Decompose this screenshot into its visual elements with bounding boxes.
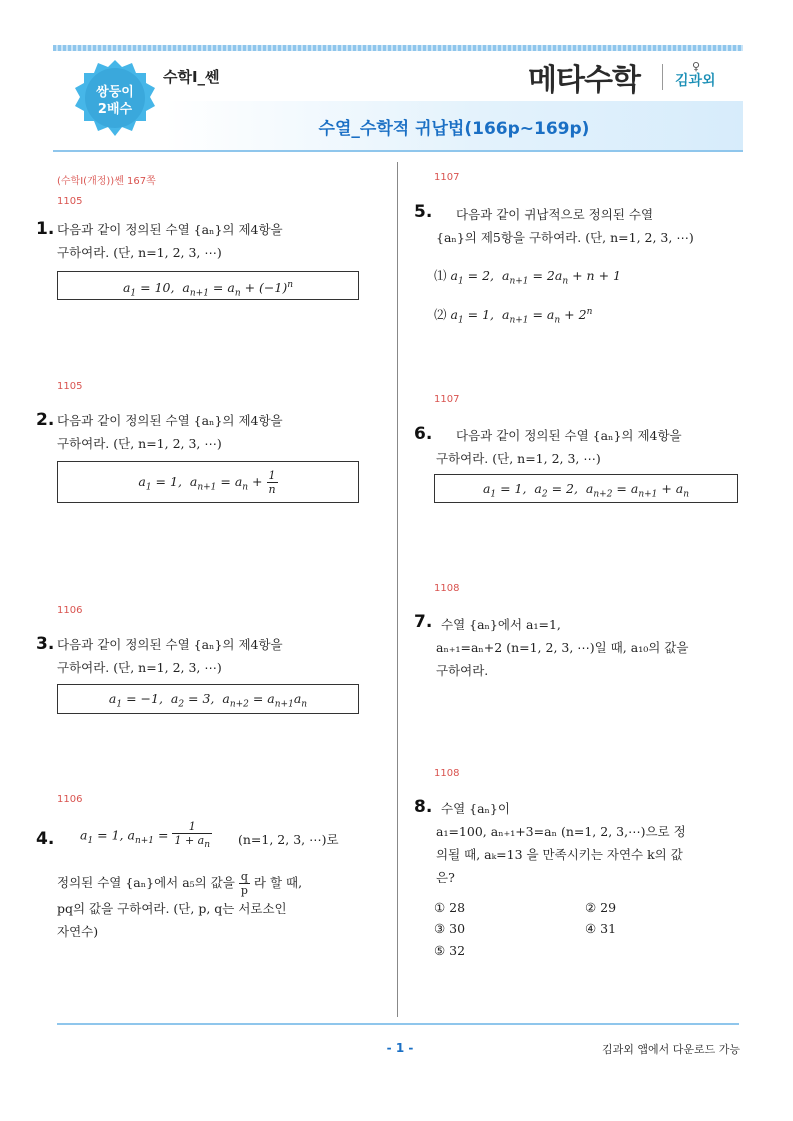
q1-number: 1. xyxy=(36,219,55,239)
q7-number: 7. xyxy=(414,612,433,632)
q1-code: 1105 xyxy=(57,196,83,207)
q4-number: 4. xyxy=(36,829,55,849)
q4-line-2: pq의 값을 구하여라. (단, p, q는 서로소인 xyxy=(57,901,287,916)
q8-choice-1: ① 28 xyxy=(434,900,466,915)
subject-label: 수학Ⅰ_쎈 xyxy=(163,68,220,86)
q4-line-3: 자연수) xyxy=(57,924,99,939)
badge-line-1: 쌍둥이 xyxy=(96,85,134,100)
q8-number: 8. xyxy=(414,797,433,817)
footer-divider xyxy=(57,1023,739,1025)
person-icon: ♀ xyxy=(692,60,701,73)
q5-item-1: ⑴ $a_1 = 2$, $a_{n+1} = 2a_n + n + 1$ xyxy=(434,268,621,287)
q6-text xyxy=(436,424,741,470)
q5-code: 1107 xyxy=(434,172,460,183)
q8-line-2: a₁=100, aₙ₊₁+3=aₙ (n=1, 2, 3,⋯)으로 정 xyxy=(436,824,686,839)
source-note: (수학Ⅰ(개정))쎈 167쪽 xyxy=(57,176,156,187)
download-note: 김과외 앱에서 다운로드 가능 xyxy=(601,1043,740,1056)
badge-label xyxy=(73,84,157,118)
q5-item-2: ⑵ $a_1 = 1$, $a_{n+1} = a_n + 2^n$ xyxy=(434,307,593,326)
q1-line-1: 다음과 같이 정의된 수열 {aₙ}의 제4항을 xyxy=(57,222,283,237)
q6-line-1: 다음과 같이 정의된 수열 {aₙ}의 제4항을 xyxy=(456,428,682,443)
q3-line-1: 다음과 같이 정의된 수열 {aₙ}의 제4항을 xyxy=(57,637,283,652)
header-stripe xyxy=(53,45,743,51)
brand-sub-logo: 김과외 xyxy=(675,73,716,89)
q8-choice-2: ② 29 xyxy=(585,900,617,915)
q2-number: 2. xyxy=(36,410,55,430)
q1-text xyxy=(57,218,362,264)
logo-separator xyxy=(662,64,663,90)
q5-line-1: 다음과 같이 귀납적으로 정의된 수열 xyxy=(456,207,654,222)
q6-line-2: 구하여라. (단, n=1, 2, 3, ⋯) xyxy=(436,451,601,466)
q8-text xyxy=(436,797,741,889)
q3-line-2: 구하여라. (단, n=1, 2, 3, ⋯) xyxy=(57,660,222,675)
q5-line-2: {aₙ}의 제5항을 구하여라. (단, n=1, 2, 3, ⋯) xyxy=(436,230,694,245)
q2-line-2: 구하여라. (단, n=1, 2, 3, ⋯) xyxy=(57,436,222,451)
q5-item-1-label: ⑴ xyxy=(434,268,447,283)
q5-number: 5. xyxy=(414,202,433,222)
q2-line-1: 다음과 같이 정의된 수열 {aₙ}의 제4항을 xyxy=(57,413,283,428)
header-divider xyxy=(53,150,743,152)
q4-condition: (n=1, 2, 3, ⋯)로 xyxy=(238,832,339,847)
q3-text xyxy=(57,633,362,679)
q2-text xyxy=(57,409,362,455)
q4-formula: $a_1 = 1$, $a_{n+1}$ = $\frac{1}{1 + a_n}$ xyxy=(80,820,211,851)
q4-text xyxy=(57,870,362,943)
q7-line-3: 구하여라. xyxy=(436,663,489,678)
q6-code: 1107 xyxy=(434,394,460,405)
q8-line-1: 수열 {aₙ}이 xyxy=(441,801,510,816)
q4-fraction: $\frac{q}{p}$ xyxy=(240,870,248,897)
page-number: - 1 - xyxy=(386,1041,414,1055)
q1-line-2: 구하여라. (단, n=1, 2, 3, ⋯) xyxy=(57,245,222,260)
q7-code: 1108 xyxy=(434,583,460,594)
q1-formula-box: $a_1 = 10$, $a_{n+1} = a_n + (-1)^n$ xyxy=(57,271,359,300)
q8-choice-5: ⑤ 32 xyxy=(434,943,466,958)
column-divider xyxy=(397,162,398,1017)
q4-code: 1106 xyxy=(57,794,83,805)
q4-line-1b: 라 할 때, xyxy=(253,875,303,890)
badge-line-2: 2배수 xyxy=(97,102,133,117)
q3-code: 1106 xyxy=(57,605,83,616)
q2-formula-box: $a_1 = 1$, $a_{n+1} = a_n$ + $\frac{1}{n}$ xyxy=(57,461,359,503)
q3-formula-box: $a_1 = -1$, $a_2 = 3$, $a_{n+2} = a_{n+1}a_n$ xyxy=(57,684,359,714)
q5-text xyxy=(436,203,741,249)
q6-number: 6. xyxy=(414,424,433,444)
q8-line-4: 은? xyxy=(436,870,455,885)
page-title: 수열_수학적 귀납법(166p~169p) xyxy=(318,119,590,139)
q8-choice-4: ④ 31 xyxy=(585,921,617,936)
q2-code: 1105 xyxy=(57,381,83,392)
q6-formula-box: $a_1 = 1$, $a_2 = 2$, $a_{n+2} = a_{n+1} + a_n$ xyxy=(434,474,738,503)
q8-choice-3: ③ 30 xyxy=(434,921,466,936)
q5-item-2-label: ⑵ xyxy=(434,307,447,323)
q7-line-1: 수열 {aₙ}에서 a₁=1, xyxy=(441,617,561,632)
q7-text xyxy=(436,613,741,682)
q3-number: 3. xyxy=(36,634,55,654)
q8-code: 1108 xyxy=(434,768,460,779)
q4-line-1: 정의된 수열 {aₙ}에서 a₅의 값을 xyxy=(57,875,235,890)
q7-line-2: aₙ₊₁=aₙ+2 (n=1, 2, 3, ⋯)일 때, a₁₀의 값을 xyxy=(436,640,689,655)
brand-logo: 메타수학 xyxy=(528,63,640,98)
q8-line-3: 의될 때, aₖ=13 을 만족시키는 자연수 k의 값 xyxy=(436,847,683,862)
